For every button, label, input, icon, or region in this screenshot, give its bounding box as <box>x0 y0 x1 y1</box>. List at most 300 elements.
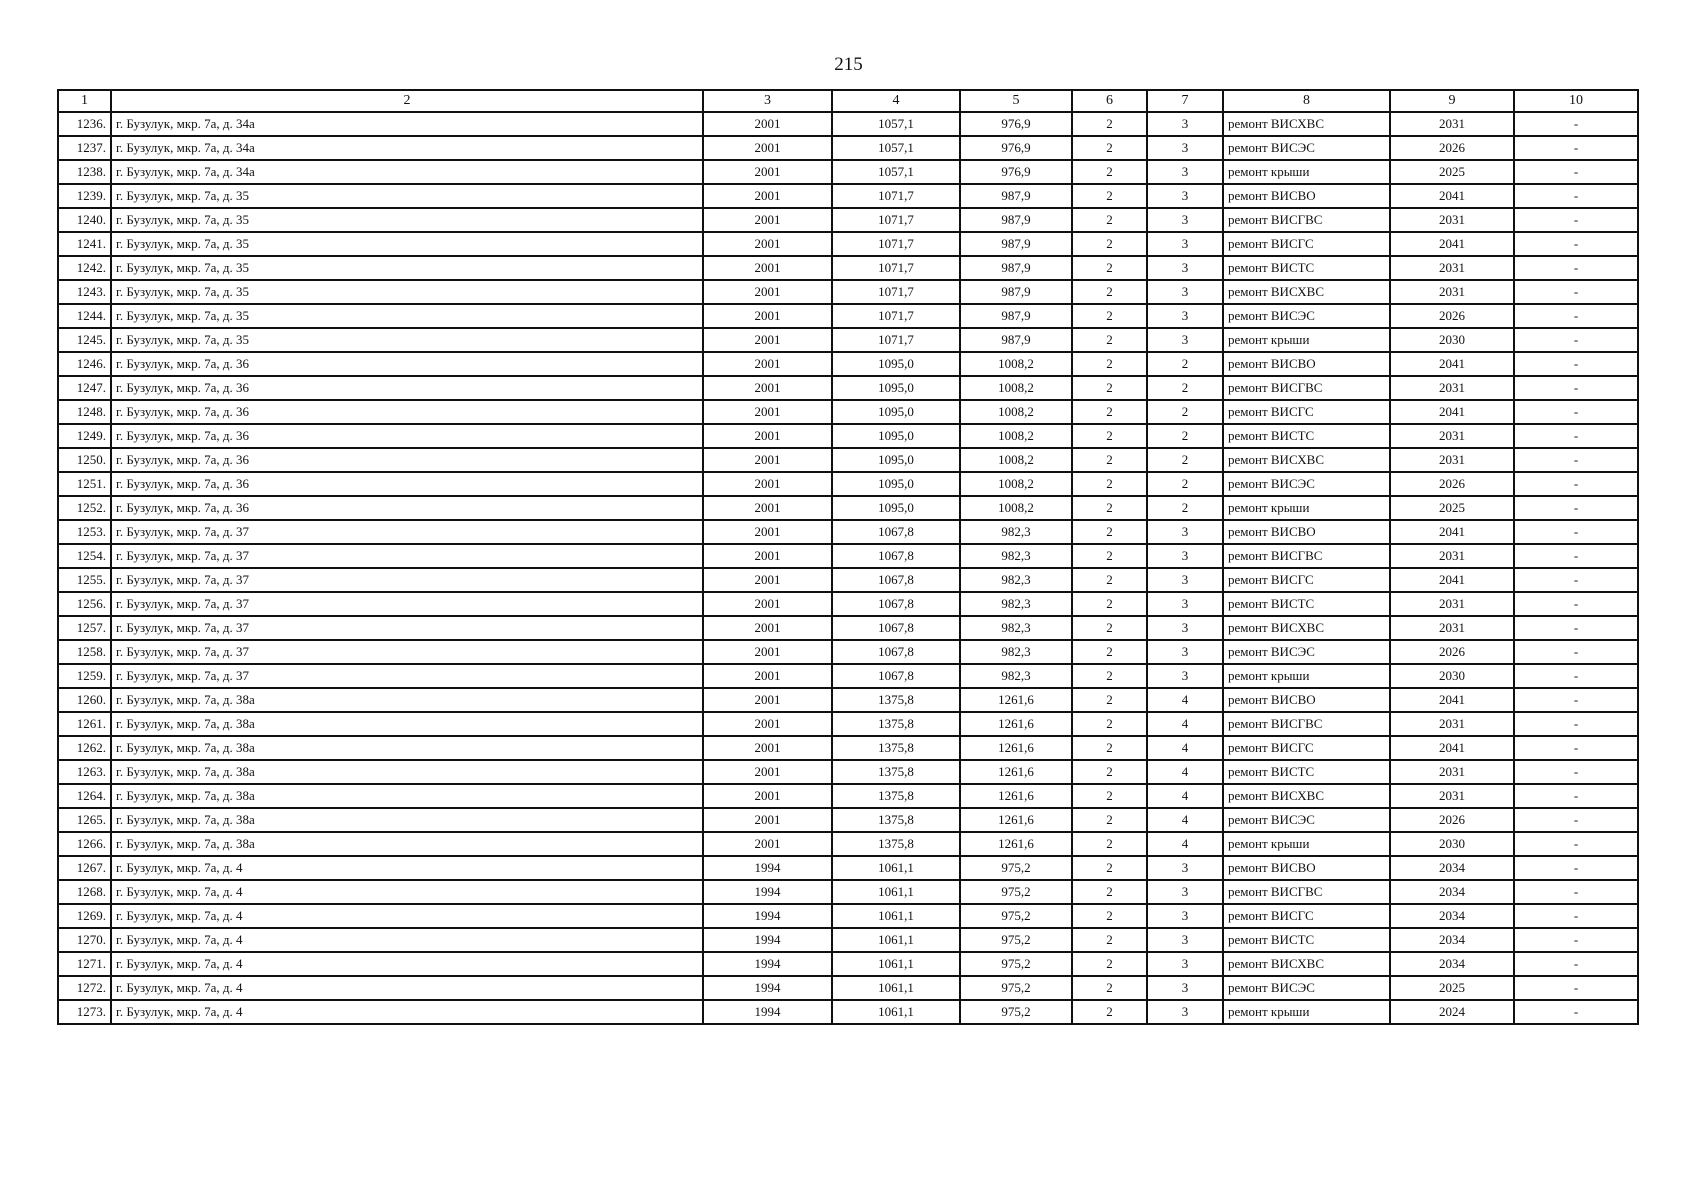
entrances-cell: 3 <box>1147 640 1223 664</box>
work-type-cell: ремонт ВИСЭС <box>1223 304 1390 328</box>
work-type-cell: ремонт ВИСТС <box>1223 928 1390 952</box>
note-cell: - <box>1514 136 1638 160</box>
address-cell: г. Бузулук, мкр. 7а, д. 38а <box>111 808 703 832</box>
work-type-cell: ремонт ВИСГС <box>1223 736 1390 760</box>
table-row <box>58 136 1638 160</box>
floors-cell: 2 <box>1072 424 1147 448</box>
floors-cell: 2 <box>1072 376 1147 400</box>
work-type-cell: ремонт крыши <box>1223 1000 1390 1024</box>
floors-cell: 2 <box>1072 448 1147 472</box>
floors-cell: 2 <box>1072 112 1147 136</box>
table-row <box>58 784 1638 808</box>
column-header-8: 8 <box>1223 90 1390 112</box>
total-area-cell: 1061,1 <box>832 880 960 904</box>
living-area-cell: 975,2 <box>960 976 1072 1000</box>
work-type-cell: ремонт ВИСВО <box>1223 688 1390 712</box>
work-type-cell: ремонт ВИСВО <box>1223 856 1390 880</box>
note-cell: - <box>1514 688 1638 712</box>
row-number-cell: 1253. <box>58 520 111 544</box>
entrances-cell: 3 <box>1147 112 1223 136</box>
column-header-7: 7 <box>1147 90 1223 112</box>
work-type-cell: ремонт ВИСВО <box>1223 520 1390 544</box>
address-cell: г. Бузулук, мкр. 7а, д. 37 <box>111 520 703 544</box>
build-year-cell: 2001 <box>703 208 832 232</box>
build-year-cell: 2001 <box>703 256 832 280</box>
build-year-cell: 2001 <box>703 808 832 832</box>
address-cell: г. Бузулук, мкр. 7а, д. 35 <box>111 256 703 280</box>
entrances-cell: 3 <box>1147 952 1223 976</box>
build-year-cell: 2001 <box>703 376 832 400</box>
total-area-cell: 1071,7 <box>832 184 960 208</box>
entrances-cell: 4 <box>1147 832 1223 856</box>
entrances-cell: 3 <box>1147 208 1223 232</box>
total-area-cell: 1095,0 <box>832 376 960 400</box>
note-cell: - <box>1514 1000 1638 1024</box>
table-body <box>58 112 1638 1024</box>
floors-cell: 2 <box>1072 496 1147 520</box>
address-cell: г. Бузулук, мкр. 7а, д. 38а <box>111 760 703 784</box>
work-type-cell: ремонт ВИСГС <box>1223 904 1390 928</box>
floors-cell: 2 <box>1072 232 1147 256</box>
address-cell: г. Бузулук, мкр. 7а, д. 37 <box>111 616 703 640</box>
row-number-cell: 1255. <box>58 568 111 592</box>
address-cell: г. Бузулук, мкр. 7а, д. 34а <box>111 160 703 184</box>
note-cell: - <box>1514 832 1638 856</box>
planned-year-cell: 2031 <box>1390 616 1514 640</box>
living-area-cell: 982,3 <box>960 592 1072 616</box>
living-area-cell: 1261,6 <box>960 760 1072 784</box>
total-area-cell: 1375,8 <box>832 760 960 784</box>
living-area-cell: 1008,2 <box>960 400 1072 424</box>
floors-cell: 2 <box>1072 976 1147 1000</box>
entrances-cell: 4 <box>1147 688 1223 712</box>
floors-cell: 2 <box>1072 688 1147 712</box>
entrances-cell: 3 <box>1147 664 1223 688</box>
table-row <box>58 688 1638 712</box>
work-type-cell: ремонт ВИСВО <box>1223 352 1390 376</box>
total-area-cell: 1095,0 <box>832 472 960 496</box>
note-cell: - <box>1514 760 1638 784</box>
total-area-cell: 1061,1 <box>832 856 960 880</box>
living-area-cell: 1008,2 <box>960 496 1072 520</box>
living-area-cell: 975,2 <box>960 880 1072 904</box>
build-year-cell: 2001 <box>703 640 832 664</box>
total-area-cell: 1071,7 <box>832 256 960 280</box>
living-area-cell: 987,9 <box>960 304 1072 328</box>
floors-cell: 2 <box>1072 760 1147 784</box>
row-number-cell: 1273. <box>58 1000 111 1024</box>
note-cell: - <box>1514 232 1638 256</box>
row-number-cell: 1249. <box>58 424 111 448</box>
table-header <box>58 90 1638 112</box>
planned-year-cell: 2025 <box>1390 160 1514 184</box>
entrances-cell: 3 <box>1147 928 1223 952</box>
total-area-cell: 1071,7 <box>832 280 960 304</box>
address-cell: г. Бузулук, мкр. 7а, д. 36 <box>111 424 703 448</box>
row-number-cell: 1270. <box>58 928 111 952</box>
entrances-cell: 2 <box>1147 424 1223 448</box>
build-year-cell: 2001 <box>703 112 832 136</box>
column-header-3: 3 <box>703 90 832 112</box>
entrances-cell: 3 <box>1147 520 1223 544</box>
work-type-cell: ремонт ВИСГВС <box>1223 712 1390 736</box>
note-cell: - <box>1514 160 1638 184</box>
living-area-cell: 975,2 <box>960 952 1072 976</box>
address-cell: г. Бузулук, мкр. 7а, д. 37 <box>111 544 703 568</box>
entrances-cell: 2 <box>1147 376 1223 400</box>
planned-year-cell: 2041 <box>1390 688 1514 712</box>
living-area-cell: 982,3 <box>960 640 1072 664</box>
table-row <box>58 760 1638 784</box>
planned-year-cell: 2041 <box>1390 232 1514 256</box>
note-cell: - <box>1514 520 1638 544</box>
planned-year-cell: 2041 <box>1390 352 1514 376</box>
note-cell: - <box>1514 784 1638 808</box>
planned-year-cell: 2031 <box>1390 424 1514 448</box>
column-header-5: 5 <box>960 90 1072 112</box>
note-cell: - <box>1514 904 1638 928</box>
address-cell: г. Бузулук, мкр. 7а, д. 38а <box>111 688 703 712</box>
entrances-cell: 2 <box>1147 448 1223 472</box>
note-cell: - <box>1514 496 1638 520</box>
planned-year-cell: 2030 <box>1390 832 1514 856</box>
address-cell: г. Бузулук, мкр. 7а, д. 35 <box>111 232 703 256</box>
table-row <box>58 544 1638 568</box>
planned-year-cell: 2025 <box>1390 496 1514 520</box>
work-type-cell: ремонт ВИСГС <box>1223 400 1390 424</box>
row-number-cell: 1246. <box>58 352 111 376</box>
entrances-cell: 3 <box>1147 184 1223 208</box>
address-cell: г. Бузулук, мкр. 7а, д. 34а <box>111 112 703 136</box>
data-table <box>57 89 1639 1025</box>
total-area-cell: 1061,1 <box>832 904 960 928</box>
row-number-cell: 1271. <box>58 952 111 976</box>
table-row <box>58 832 1638 856</box>
row-number-cell: 1239. <box>58 184 111 208</box>
work-type-cell: ремонт ВИСГВС <box>1223 376 1390 400</box>
total-area-cell: 1067,8 <box>832 640 960 664</box>
entrances-cell: 4 <box>1147 736 1223 760</box>
table-row <box>58 952 1638 976</box>
address-cell: г. Бузулук, мкр. 7а, д. 36 <box>111 496 703 520</box>
table-row <box>58 208 1638 232</box>
table-row <box>58 904 1638 928</box>
build-year-cell: 1994 <box>703 880 832 904</box>
planned-year-cell: 2034 <box>1390 952 1514 976</box>
note-cell: - <box>1514 376 1638 400</box>
living-area-cell: 1261,6 <box>960 808 1072 832</box>
floors-cell: 2 <box>1072 208 1147 232</box>
table-row <box>58 928 1638 952</box>
table-row <box>58 328 1638 352</box>
planned-year-cell: 2024 <box>1390 1000 1514 1024</box>
planned-year-cell: 2041 <box>1390 400 1514 424</box>
note-cell: - <box>1514 328 1638 352</box>
address-cell: г. Бузулук, мкр. 7а, д. 36 <box>111 376 703 400</box>
note-cell: - <box>1514 808 1638 832</box>
total-area-cell: 1375,8 <box>832 808 960 832</box>
entrances-cell: 3 <box>1147 976 1223 1000</box>
total-area-cell: 1095,0 <box>832 352 960 376</box>
floors-cell: 2 <box>1072 640 1147 664</box>
build-year-cell: 1994 <box>703 856 832 880</box>
row-number-cell: 1259. <box>58 664 111 688</box>
floors-cell: 2 <box>1072 736 1147 760</box>
address-cell: г. Бузулук, мкр. 7а, д. 36 <box>111 400 703 424</box>
entrances-cell: 3 <box>1147 256 1223 280</box>
address-cell: г. Бузулук, мкр. 7а, д. 36 <box>111 352 703 376</box>
floors-cell: 2 <box>1072 712 1147 736</box>
column-header-4: 4 <box>832 90 960 112</box>
table-row <box>58 1000 1638 1024</box>
work-type-cell: ремонт ВИСТС <box>1223 424 1390 448</box>
planned-year-cell: 2034 <box>1390 928 1514 952</box>
build-year-cell: 2001 <box>703 736 832 760</box>
planned-year-cell: 2031 <box>1390 208 1514 232</box>
address-cell: г. Бузулук, мкр. 7а, д. 35 <box>111 208 703 232</box>
living-area-cell: 987,9 <box>960 208 1072 232</box>
living-area-cell: 987,9 <box>960 232 1072 256</box>
entrances-cell: 3 <box>1147 568 1223 592</box>
total-area-cell: 1061,1 <box>832 928 960 952</box>
total-area-cell: 1375,8 <box>832 736 960 760</box>
column-header-2: 2 <box>111 90 703 112</box>
table-row <box>58 976 1638 1000</box>
total-area-cell: 1067,8 <box>832 664 960 688</box>
table-row <box>58 664 1638 688</box>
row-number-cell: 1257. <box>58 616 111 640</box>
row-number-cell: 1238. <box>58 160 111 184</box>
living-area-cell: 1261,6 <box>960 712 1072 736</box>
work-type-cell: ремонт ВИСЭС <box>1223 640 1390 664</box>
living-area-cell: 987,9 <box>960 280 1072 304</box>
planned-year-cell: 2034 <box>1390 880 1514 904</box>
work-type-cell: ремонт ВИСГВС <box>1223 880 1390 904</box>
work-type-cell: ремонт ВИСТС <box>1223 760 1390 784</box>
total-area-cell: 1071,7 <box>832 304 960 328</box>
floors-cell: 2 <box>1072 352 1147 376</box>
living-area-cell: 975,2 <box>960 928 1072 952</box>
build-year-cell: 2001 <box>703 712 832 736</box>
table-row <box>58 640 1638 664</box>
planned-year-cell: 2030 <box>1390 328 1514 352</box>
row-number-cell: 1266. <box>58 832 111 856</box>
note-cell: - <box>1514 616 1638 640</box>
floors-cell: 2 <box>1072 136 1147 160</box>
address-cell: г. Бузулук, мкр. 7а, д. 34а <box>111 136 703 160</box>
column-header-10: 10 <box>1514 90 1638 112</box>
planned-year-cell: 2031 <box>1390 760 1514 784</box>
entrances-cell: 3 <box>1147 592 1223 616</box>
work-type-cell: ремонт ВИСЭС <box>1223 808 1390 832</box>
work-type-cell: ремонт ВИСЭС <box>1223 472 1390 496</box>
total-area-cell: 1071,7 <box>832 208 960 232</box>
entrances-cell: 2 <box>1147 496 1223 520</box>
living-area-cell: 975,2 <box>960 904 1072 928</box>
total-area-cell: 1067,8 <box>832 568 960 592</box>
living-area-cell: 1008,2 <box>960 472 1072 496</box>
planned-year-cell: 2031 <box>1390 592 1514 616</box>
table-row <box>58 376 1638 400</box>
planned-year-cell: 2041 <box>1390 184 1514 208</box>
table-row <box>58 424 1638 448</box>
table-row <box>58 568 1638 592</box>
note-cell: - <box>1514 664 1638 688</box>
build-year-cell: 2001 <box>703 568 832 592</box>
row-number-cell: 1261. <box>58 712 111 736</box>
address-cell: г. Бузулук, мкр. 7а, д. 36 <box>111 472 703 496</box>
planned-year-cell: 2026 <box>1390 640 1514 664</box>
total-area-cell: 1061,1 <box>832 952 960 976</box>
planned-year-cell: 2025 <box>1390 976 1514 1000</box>
note-cell: - <box>1514 352 1638 376</box>
floors-cell: 2 <box>1072 832 1147 856</box>
row-number-cell: 1252. <box>58 496 111 520</box>
planned-year-cell: 2026 <box>1390 304 1514 328</box>
total-area-cell: 1067,8 <box>832 520 960 544</box>
total-area-cell: 1057,1 <box>832 160 960 184</box>
build-year-cell: 2001 <box>703 160 832 184</box>
row-number-cell: 1262. <box>58 736 111 760</box>
living-area-cell: 987,9 <box>960 256 1072 280</box>
build-year-cell: 2001 <box>703 592 832 616</box>
total-area-cell: 1071,7 <box>832 328 960 352</box>
table-row <box>58 160 1638 184</box>
row-number-cell: 1242. <box>58 256 111 280</box>
address-cell: г. Бузулук, мкр. 7а, д. 37 <box>111 664 703 688</box>
total-area-cell: 1057,1 <box>832 112 960 136</box>
row-number-cell: 1248. <box>58 400 111 424</box>
planned-year-cell: 2031 <box>1390 784 1514 808</box>
row-number-cell: 1244. <box>58 304 111 328</box>
row-number-cell: 1256. <box>58 592 111 616</box>
work-type-cell: ремонт ВИСХВС <box>1223 448 1390 472</box>
table-row <box>58 520 1638 544</box>
table-row <box>58 880 1638 904</box>
floors-cell: 2 <box>1072 304 1147 328</box>
entrances-cell: 3 <box>1147 136 1223 160</box>
address-cell: г. Бузулук, мкр. 7а, д. 4 <box>111 856 703 880</box>
work-type-cell: ремонт крыши <box>1223 664 1390 688</box>
build-year-cell: 2001 <box>703 136 832 160</box>
work-type-cell: ремонт ВИСХВС <box>1223 952 1390 976</box>
note-cell: - <box>1514 952 1638 976</box>
row-number-cell: 1268. <box>58 880 111 904</box>
entrances-cell: 4 <box>1147 808 1223 832</box>
build-year-cell: 2001 <box>703 832 832 856</box>
column-header-1: 1 <box>58 90 111 112</box>
row-number-cell: 1264. <box>58 784 111 808</box>
work-type-cell: ремонт ВИСТС <box>1223 592 1390 616</box>
address-cell: г. Бузулук, мкр. 7а, д. 38а <box>111 832 703 856</box>
column-header-9: 9 <box>1390 90 1514 112</box>
row-number-cell: 1237. <box>58 136 111 160</box>
build-year-cell: 1994 <box>703 1000 832 1024</box>
planned-year-cell: 2026 <box>1390 808 1514 832</box>
floors-cell: 2 <box>1072 400 1147 424</box>
entrances-cell: 3 <box>1147 904 1223 928</box>
work-type-cell: ремонт ВИСВО <box>1223 184 1390 208</box>
planned-year-cell: 2031 <box>1390 112 1514 136</box>
note-cell: - <box>1514 112 1638 136</box>
living-area-cell: 982,3 <box>960 568 1072 592</box>
build-year-cell: 2001 <box>703 184 832 208</box>
row-number-cell: 1267. <box>58 856 111 880</box>
build-year-cell: 2001 <box>703 472 832 496</box>
table-row <box>58 352 1638 376</box>
floors-cell: 2 <box>1072 952 1147 976</box>
note-cell: - <box>1514 736 1638 760</box>
work-type-cell: ремонт ВИСГС <box>1223 568 1390 592</box>
row-number-cell: 1254. <box>58 544 111 568</box>
note-cell: - <box>1514 208 1638 232</box>
note-cell: - <box>1514 304 1638 328</box>
build-year-cell: 2001 <box>703 328 832 352</box>
build-year-cell: 2001 <box>703 616 832 640</box>
floors-cell: 2 <box>1072 520 1147 544</box>
living-area-cell: 1008,2 <box>960 352 1072 376</box>
total-area-cell: 1061,1 <box>832 976 960 1000</box>
entrances-cell: 4 <box>1147 712 1223 736</box>
floors-cell: 2 <box>1072 160 1147 184</box>
address-cell: г. Бузулук, мкр. 7а, д. 37 <box>111 568 703 592</box>
living-area-cell: 982,3 <box>960 520 1072 544</box>
entrances-cell: 3 <box>1147 616 1223 640</box>
build-year-cell: 2001 <box>703 400 832 424</box>
work-type-cell: ремонт ВИСХВС <box>1223 616 1390 640</box>
address-cell: г. Бузулук, мкр. 7а, д. 37 <box>111 592 703 616</box>
table-row <box>58 712 1638 736</box>
note-cell: - <box>1514 856 1638 880</box>
planned-year-cell: 2031 <box>1390 448 1514 472</box>
total-area-cell: 1375,8 <box>832 712 960 736</box>
table-row <box>58 736 1638 760</box>
address-cell: г. Бузулук, мкр. 7а, д. 35 <box>111 328 703 352</box>
page-number: 215 <box>834 54 863 75</box>
total-area-cell: 1095,0 <box>832 424 960 448</box>
note-cell: - <box>1514 640 1638 664</box>
work-type-cell: ремонт ВИСХВС <box>1223 112 1390 136</box>
total-area-cell: 1375,8 <box>832 832 960 856</box>
row-number-cell: 1263. <box>58 760 111 784</box>
floors-cell: 2 <box>1072 184 1147 208</box>
entrances-cell: 3 <box>1147 160 1223 184</box>
build-year-cell: 2001 <box>703 520 832 544</box>
row-number-cell: 1240. <box>58 208 111 232</box>
build-year-cell: 1994 <box>703 976 832 1000</box>
build-year-cell: 2001 <box>703 760 832 784</box>
build-year-cell: 2001 <box>703 664 832 688</box>
address-cell: г. Бузулук, мкр. 7а, д. 4 <box>111 928 703 952</box>
address-cell: г. Бузулук, мкр. 7а, д. 38а <box>111 784 703 808</box>
total-area-cell: 1057,1 <box>832 136 960 160</box>
row-number-cell: 1245. <box>58 328 111 352</box>
address-cell: г. Бузулук, мкр. 7а, д. 4 <box>111 1000 703 1024</box>
note-cell: - <box>1514 592 1638 616</box>
floors-cell: 2 <box>1072 280 1147 304</box>
table-row <box>58 592 1638 616</box>
entrances-cell: 2 <box>1147 400 1223 424</box>
table-row <box>58 304 1638 328</box>
work-type-cell: ремонт ВИСЭС <box>1223 976 1390 1000</box>
floors-cell: 2 <box>1072 808 1147 832</box>
floors-cell: 2 <box>1072 592 1147 616</box>
living-area-cell: 982,3 <box>960 664 1072 688</box>
table-row <box>58 616 1638 640</box>
planned-year-cell: 2031 <box>1390 544 1514 568</box>
entrances-cell: 3 <box>1147 232 1223 256</box>
work-type-cell: ремонт ВИСЭС <box>1223 136 1390 160</box>
